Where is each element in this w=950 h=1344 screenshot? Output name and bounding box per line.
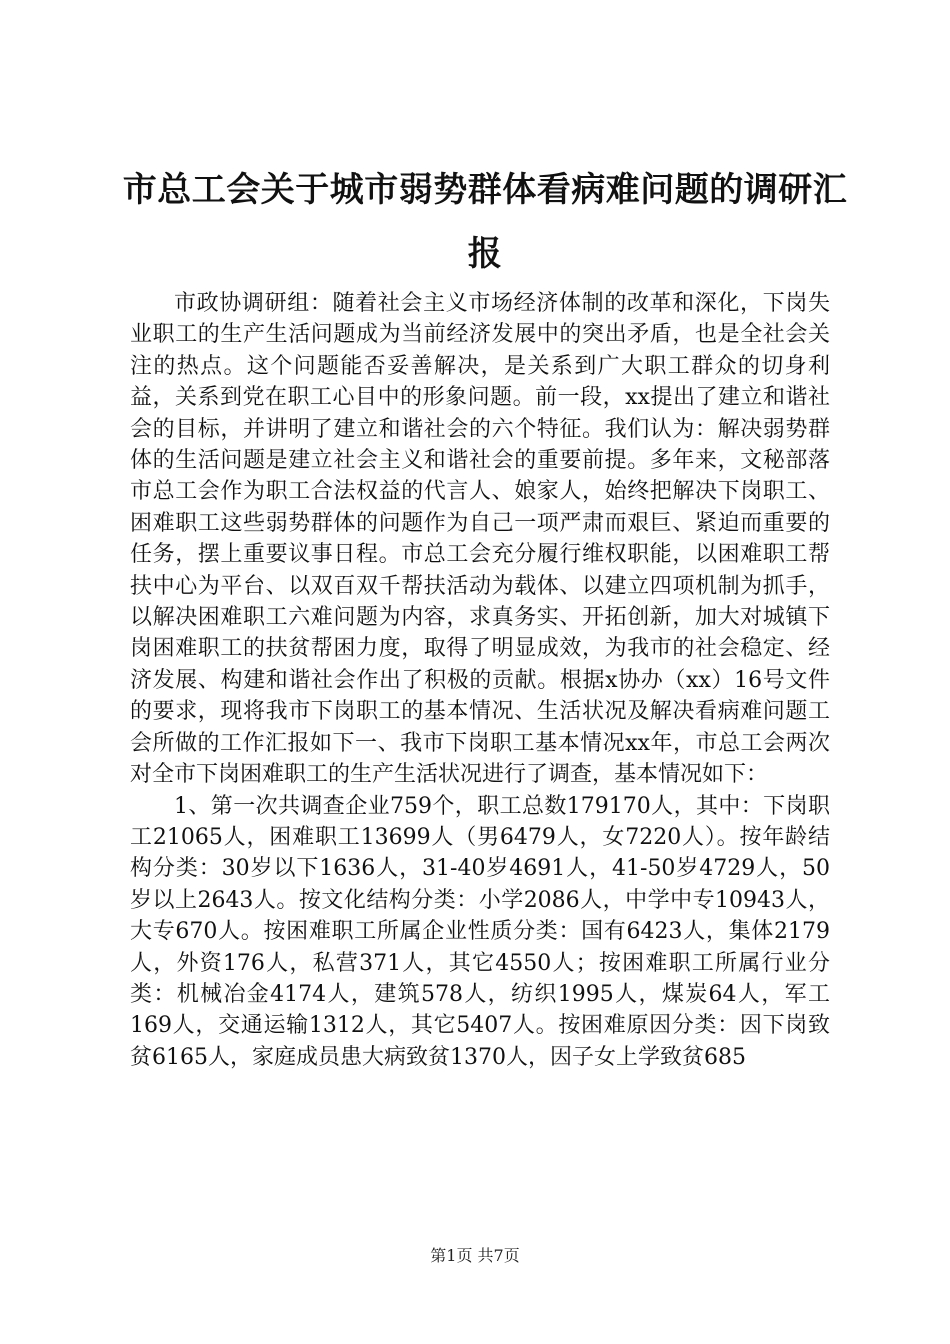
paragraph-intro: 市政协调研组：随着社会主义市场经济体制的改革和深化，下岗失业职工的生产生活问题成为当前经济发展中的突出矛盾，也是全社会关注的热点。这个问题能否妥善解决，是关系到广大职工群众的切身利益，关系到党在职工心目中的形象问题。前一段，xx提出了建立和谐社会的目标，并讲明了建立和谐社会的六个特征。我们认为：解决弱势群体的生活问题是建立社会主义和谐社会的重要前提。多年来，文秘部落市总工会作为职工合法权益的代言人、娘家人，始终把解决下岗职工、困难职工这些弱势群体的问题作为自己一项严肃而艰巨、紧迫而重要的任务，摆上重要议事日程。市总工会充分履行维权职能，以困难职工帮扶中心为平台、以双百双千帮扶活动为载体、以建立四项机制为抓手，以解决困难职工六难问题为内容，求真务实、开拓创新，加大对城镇下岗困难职工的扶贫帮困力度，取得了明显成效，为我市的社会稳定、经济发展、构建和谐社会作出了积极的贡献。根据x协办（xx）16号文件的要求，现将我市下岗职工的基本情况、生活状况及解决看病难问题工会所做的工作汇报如下一、我市下岗职工基本情况xx年，市总工会两次对全市下岗困难职工的生产生活状况进行了调查，基本情况如下： (130, 291, 830, 788)
document-body (130, 288, 830, 1073)
document-title: 市总工会关于城市弱势群体看病难问题的调研汇报 (122, 170, 848, 274)
paragraph-survey-1: 1、第一次共调查企业759个，职工总数179170人，其中：下岗职工21065人，困难职工13699人（男6479人，女7220人）。按年龄结构分类：30岁以下1636人，31-40岁4691人，41-50岁4729人，50岁以上2643人。按文化结构分类：小学2086人，中学中专10943人，大专670人。按困难职工所属企业性质分类：国有6423人，集体2179人，外资176人，私营371人，其它4550人；按困难职工所属行业分类：机械冶金4174人，建筑578人，纺织1995人，煤炭64人，军工169人，交通运输1312人，其它5407人。按困难原因分类：因下岗致贫6165人，家庭成员患大病致贫1370人，因子女上学致贫685 (130, 793, 830, 1070)
page-number: 第1页 共7页 (430, 1246, 520, 1265)
